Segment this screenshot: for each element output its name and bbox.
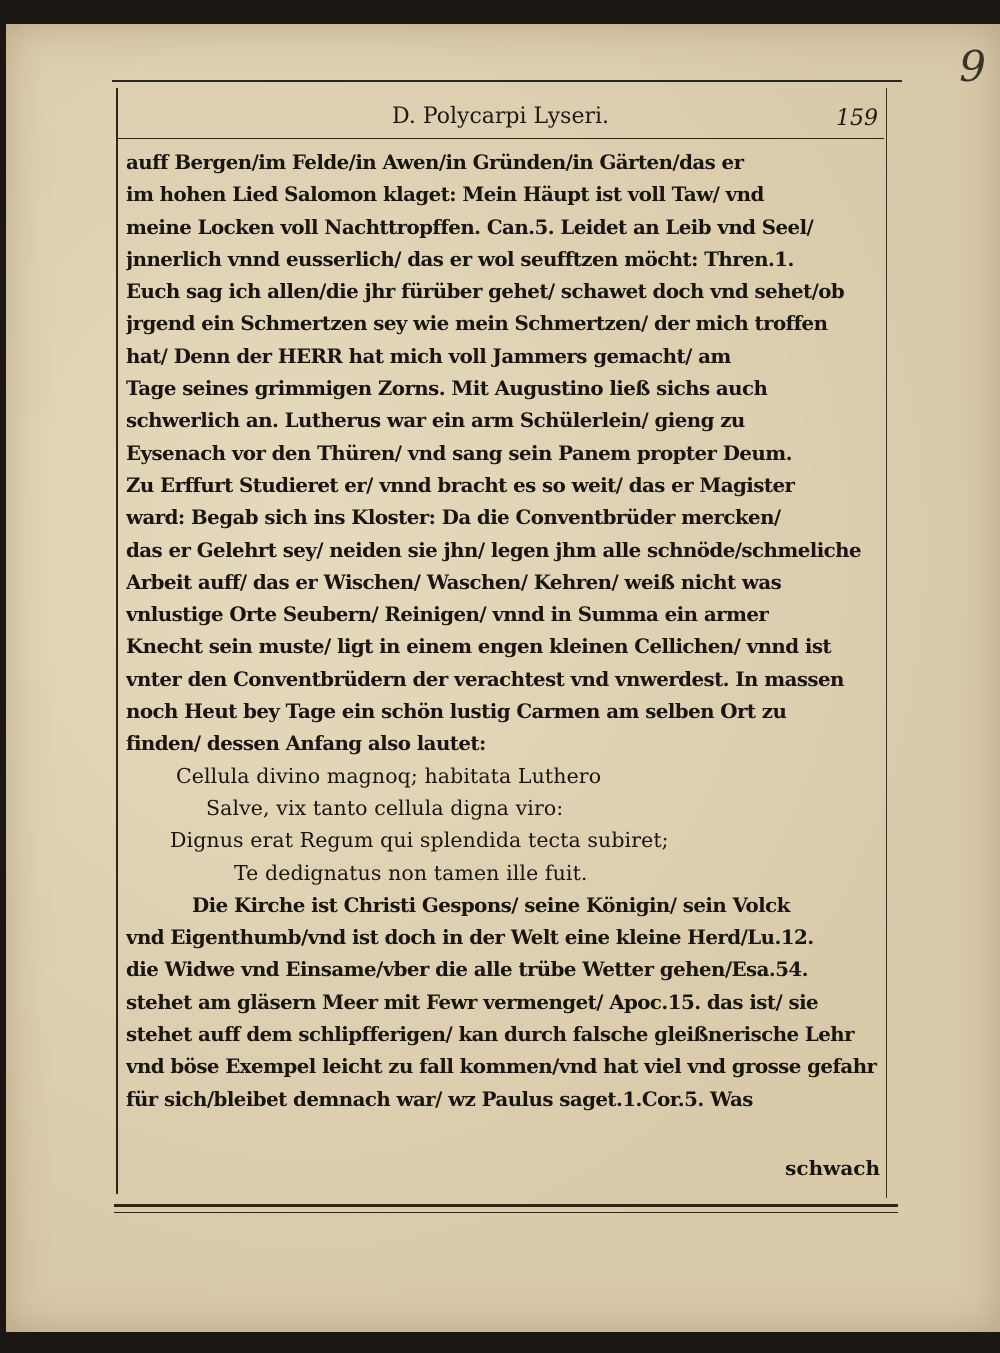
text-line: jrgend ein Schmertzen sey wie mein Schmertzen/ der mich troffen — [126, 311, 828, 336]
verse-line: Cellula divino magnoq; habitata Luthero — [176, 763, 602, 788]
corner-page-mark: 9 — [959, 42, 986, 91]
left-frame-rule — [116, 88, 118, 1194]
text-line: ward: Begab sich ins Kloster: Da die Conventbrüder mercken/ — [126, 505, 781, 530]
text-line: jnnerlich vnnd eusserlich/ das er wol seufftzen möcht: Thren.1. — [126, 246, 794, 271]
running-head — [118, 104, 884, 138]
text-line: das er Gelehrt sey/ neiden sie jhn/ legen jhm alle schnöde/schmeliche — [126, 537, 862, 562]
text-line: hat/ Denn der HERR hat mich voll Jammers gemacht/ am — [126, 343, 731, 368]
running-head-title: D. Polycarpi Lyseri. — [392, 104, 610, 129]
text-line: vnd böse Exempel leicht zu fall kommen/vnd hat viel vnd grosse gefahr für sich/bleibet demnach war/ wz Paulus saget.1.Cor.5. Was — [126, 1054, 877, 1111]
text-line: vnd Eigenthumb/vnd ist doch in der Welt eine kleine Herd/Lu.12. — [126, 925, 814, 950]
right-frame-rule — [886, 88, 887, 1198]
verse-line: Te dedignatus non tamen ille fuit. — [234, 860, 588, 885]
text-line: Knecht sein muste/ ligt in einem engen kleinen Cellichen/ vnnd ist — [126, 634, 832, 659]
book-page — [6, 24, 1000, 1332]
text-line: schwerlich an. Lutherus war ein arm Schülerlein/ gieng zu — [126, 408, 745, 433]
text-line: stehet auff dem schlipfferigen/ kan durch falsche gleißnerische Lehr — [126, 1022, 854, 1047]
body-text — [126, 146, 880, 1115]
text-line: Euch sag ich allen/die jhr fürüber gehet/ schawet doch vnd sehet/ob — [126, 279, 845, 304]
bottom-rule — [114, 1204, 898, 1207]
bottom-rule-thin — [114, 1212, 898, 1213]
header-rule — [118, 138, 884, 139]
text-line: im hohen Lied Salomon klaget: Mein Häupt ist voll Taw/ vnd — [126, 182, 764, 207]
catchword: schwach — [785, 1156, 880, 1180]
top-rule — [112, 80, 902, 82]
text-line: vnlustige Orte Seubern/ Reinigen/ vnnd in Summa ein armer — [126, 602, 769, 627]
folio-number: 159 — [836, 106, 878, 131]
text-line: Die Kirche ist Christi Gespons/ seine Königin/ sein Volck — [192, 892, 790, 917]
text-line: auff Bergen/im Felde/in Awen/in Gründen/in Gärten/das er — [126, 150, 744, 174]
text-line: Arbeit auff/ das er Wischen/ Waschen/ Kehren/ weiß nicht was — [126, 569, 782, 594]
text-line: vnter den Conventbrüdern der verachtest vnd vnwerdest. In massen noch Heut bey Tage ein schön lustig Carmen am selben Ort zu — [126, 666, 844, 724]
text-line: Zu Erffurt Studieret er/ vnnd bracht es so weit/ das er Magister — [126, 472, 795, 497]
text-line: Tage seines grimmigen Zorns. Mit Augustino ließ sichs auch — [126, 376, 768, 401]
verse-line: Dignus erat Regum qui splendida tecta subiret; — [170, 828, 669, 853]
verse-line: Salve, vix tanto cellula digna viro: — [206, 795, 564, 820]
text-line: meine Locken voll Nachttropffen. Can.5. Leidet an Leib vnd Seel/ — [126, 214, 814, 239]
text-line: die Widwe vnd Einsame/vber die alle trübe Wetter gehen/Esa.54. — [126, 957, 808, 982]
text-line: stehet am gläsern Meer mit Fewr vermenget/ Apoc.15. das ist/ sie — [126, 989, 819, 1014]
text-line: finden/ dessen Anfang also lautet: — [126, 731, 486, 756]
text-line: Eysenach vor den Thüren/ vnd sang sein Panem propter Deum. — [126, 440, 792, 465]
